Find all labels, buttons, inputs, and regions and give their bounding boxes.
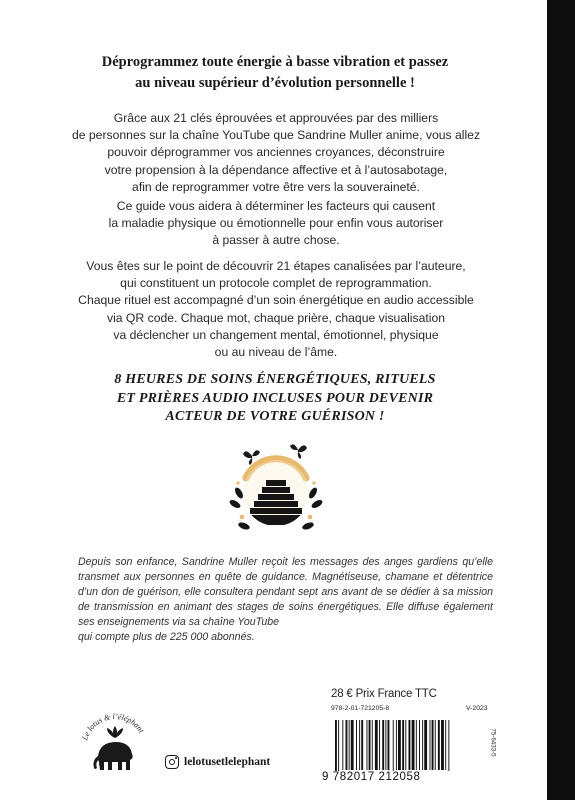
bio-line: Depuis son enfance, Sandrine Muller reçoit les messages des anges gardiens — [78, 556, 458, 568]
instagram-handle: lelotusetlelephant — [184, 756, 271, 768]
barcode-bar — [356, 720, 357, 770]
barcode-bar — [438, 720, 440, 770]
bio-line: de se dédier à sa mission de transmission en animant des stages de soins — [78, 586, 493, 613]
author-biography — [78, 555, 493, 645]
barcode-bar — [375, 720, 378, 770]
paragraph-line: Chaque rituel est accompagné d’un soin énergétique en audio accessible — [78, 293, 474, 308]
barcode-bar — [409, 720, 411, 770]
lotus-icon — [107, 726, 123, 738]
barcode-bar — [385, 720, 386, 770]
side-code — [488, 714, 498, 774]
bio-line: et détentrice d’un don de guérison, elle consultera pendant sept ans avant — [78, 571, 493, 598]
paragraph-line: Vous êtes sur le point de découvrir 21 étapes canalisées par l’auteure, — [86, 259, 466, 273]
cta-line: ET PRIÈRES AUDIO INCLUSES POUR DEVENIR — [116, 390, 434, 406]
paragraph-line: votre propension à la dépendance affective et à l’autosabotage, — [104, 162, 448, 177]
barcode-number: 9 782017 212058 — [322, 771, 490, 783]
book-spine-edge — [547, 0, 575, 800]
barcode-bar — [445, 720, 446, 770]
barcode-bar — [349, 720, 350, 770]
bio-line: qu’elle transmet aux personnes en quête de guidance. Magnétiseuse, chamane — [78, 556, 493, 583]
paragraph-line: va déclencher un changement mental, émotionnel, physique — [113, 327, 439, 342]
paragraph-line: pouvoir déprogrammer vos anciennes croyances, déconstruire — [107, 145, 445, 160]
headline-line: Déprogrammez toute énergie à basse vibration et passez — [101, 54, 449, 70]
barcode-bar — [435, 720, 436, 770]
barcode-bar — [388, 720, 390, 770]
paragraph-line: la maladie physique ou émotionnelle pour enfin vous autoriser — [108, 216, 444, 231]
paragraph-keys — [62, 110, 490, 196]
barcode-bar — [351, 720, 354, 770]
paragraph-line: Grâce aux 21 clés éprouvées et approuvées par des milliers — [113, 111, 439, 125]
barcode-bar — [398, 720, 401, 770]
cta-line: 8 HEURES DE SOINS ÉNERGÉTIQUES, RITUELS — [114, 372, 436, 387]
svg-text:Le lotus & l — [80, 712, 146, 742]
barcode-bar — [405, 720, 406, 770]
barcode-bar — [382, 720, 384, 770]
barcode-bar — [448, 720, 449, 776]
barcode-bar — [419, 720, 420, 770]
barcode-bar — [432, 720, 434, 770]
paragraph-line: ou au niveau de l’âme. — [214, 345, 338, 360]
barcode-icon — [329, 720, 485, 776]
logo-arc-text: Le lotus & l’éléphant — [80, 711, 146, 742]
barcode-bar — [372, 720, 373, 770]
instagram-link[interactable] — [165, 755, 270, 769]
barcode-bar — [359, 720, 360, 770]
barcode-bar — [441, 720, 444, 770]
paragraph-guide — [62, 198, 490, 250]
barcode-bar — [379, 720, 380, 770]
barcode-bar — [335, 720, 337, 776]
elephant-icon — [94, 742, 133, 770]
barcode-bar — [369, 720, 371, 770]
barcode-bar — [412, 720, 415, 770]
barcode-bar — [346, 720, 348, 770]
headline-line: au niveau supérieur d’évolution personnelle ! — [135, 75, 415, 91]
barcode-bar — [393, 720, 394, 776]
paragraph-line: à passer à autre chose. — [212, 233, 340, 248]
paragraph-steps — [62, 258, 490, 361]
barcode-bar — [338, 720, 339, 776]
bio-line: énergétiques. Elle diffuse également ses enseignements via sa chaîne YouTube — [78, 601, 493, 628]
lotus-elephant-logo — [76, 708, 154, 786]
barcode-bar — [367, 720, 368, 770]
barcode-bar — [416, 720, 417, 770]
butterfly-icon — [290, 444, 307, 459]
barcode-bar — [424, 720, 427, 770]
paragraph-line: qui constituent un protocole complet de reprogrammation. — [120, 276, 432, 291]
stairway-butterflies-emblem — [222, 438, 330, 540]
side-code-text: 75-6433-5 — [489, 728, 497, 757]
barcode-bar — [402, 720, 404, 770]
cta-line: ACTEUR DE VOTRE GUÉRISON ! — [165, 409, 385, 424]
instagram-icon — [165, 755, 179, 769]
version-label: V-2023 — [466, 705, 488, 712]
price-label: 28 € Prix France TTC — [331, 688, 437, 700]
isbn-label: 978-2-01-721205-8 — [331, 705, 390, 712]
barcode-bar — [342, 720, 343, 770]
barcode-bar — [361, 720, 363, 770]
paragraph-line: afin de reprogrammer votre être vers la souveraineté. — [132, 179, 420, 194]
paragraph-line: de personnes sur la chaîne YouTube que Sandrine Muller anime, vous allez — [71, 128, 481, 143]
barcode-bar — [422, 720, 423, 770]
call-to-action — [60, 371, 490, 427]
bio-line: qui compte plus de 225 000 abonnés. — [78, 631, 255, 643]
paragraph-line: Ce guide vous aidera à déterminer les facteurs qui causent — [116, 199, 436, 213]
headline — [60, 52, 490, 94]
paragraph-line: via QR code. Chaque mot, chaque prière, chaque visualisation — [106, 310, 446, 325]
barcode-bar — [430, 720, 431, 770]
barcode-bar — [396, 720, 397, 770]
